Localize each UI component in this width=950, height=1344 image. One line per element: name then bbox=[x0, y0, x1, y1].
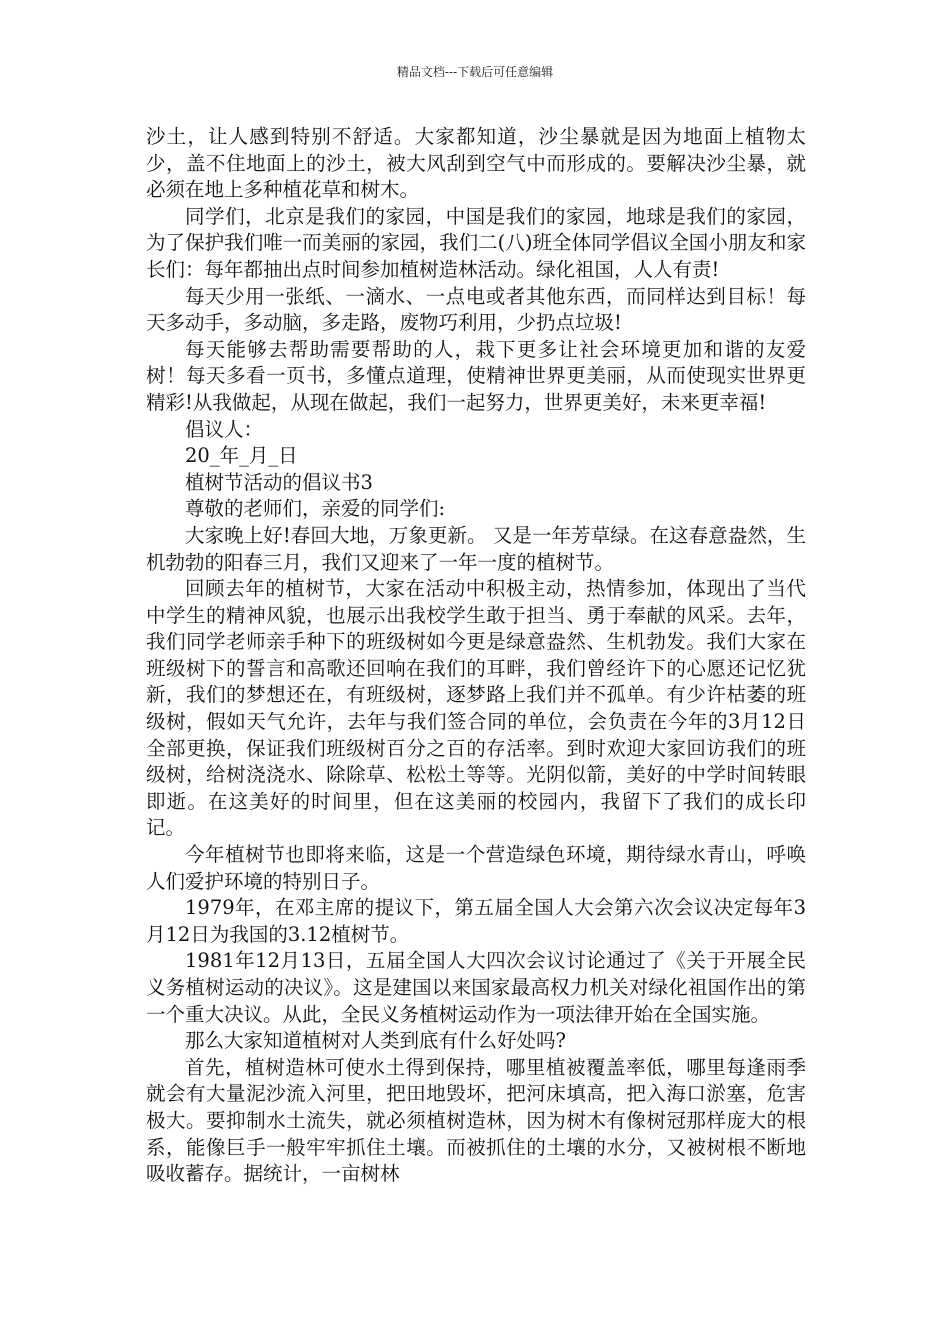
paragraph: 大家晚上好!春回大地，万象更新。 又是一年芳草绿。在这春意盎然，生机勃勃的阳春三月，我们又迎来了一年一度的植树节。 bbox=[146, 523, 806, 574]
paragraph: 那么大家知道植树对人类到底有什么好处吗? bbox=[185, 1029, 566, 1053]
paragraph: 今年植树节也即将来临，这是一个营造绿色环境，期待绿水青山，呼唤人们爱护环境的特别日子。 bbox=[146, 843, 806, 893]
paragraph: 每天能够去帮助需要帮助的人，栽下更多让社会环境更加和谐的友爱树！每天多看一页书，多懂点道理，使精神世界更美丽，从而使现实世界更精彩!从我做起，从现在做起，我们一起努力，世界更美好，未来更幸福! bbox=[146, 337, 806, 414]
paragraph: 首先，植树造林可使水土得到保持，哪里植被覆盖率低，哪里每逢雨季就会有大量泥沙流入河里，把田地毁坏，把河床填高，把入海口淤塞，危害极大。要抑制水土流失，就必须植树造林，因为树木有像树冠那样庞大的根系，能像巨手一般牢牢抓住土壤。而被抓住的土壤的水分，又被树根不断地吸收蓄存。据统计，一亩树林 bbox=[146, 1055, 806, 1186]
paragraph: 同学们，北京是我们的家园，中国是我们的家园，地球是我们的家园，为了保护我们唯一而美丽的家园，我们二(八)班全体同学倡议全国小朋友和家长们：每年都抽出点时间参加植树造林活动。绿化祖国，人人有责! bbox=[146, 204, 806, 281]
paragraph: 沙土，让人感到特别不舒适。大家都知道，沙尘暴就是因为地面上植物太少，盖不住地面上的沙土，被大风刮到空气中而形成的。要解决沙尘暴，就必须在地上多种植花草和树木。 bbox=[146, 125, 806, 202]
paragraph: 1981年12月13日，五届全国人大四次会议讨论通过了《关于开展全民义务植树运动的决议》。这是建国以来国家最高权力机关对绿化祖国作出的第一个重大决议。从此，全民义务植树运动作为一项法律开始在全国实施。 bbox=[146, 949, 806, 1026]
paragraph: 1979年，在邓主席的提议下，第五届全国人大会第六次会议决定每年3月12日为我国的3.12植树节。 bbox=[146, 896, 806, 946]
paragraph: 每天少用一张纸、一滴水、一点电或者其他东西，而同样达到目标！每天多动手，多动脑，多走路，废物巧利用，少扔点垃圾! bbox=[146, 284, 806, 335]
paragraph: 回顾去年的植树节，大家在活动中积极主动，热情参加，体现出了当代中学生的精神风貌，也展示出我校学生敢于担当、勇于奉献的风采。去年，我们同学老师亲手种下的班级树如今更是绿意盎然、生机勃发。我们大家在班级树下的誓言和高歌还回响在我们的耳畔，我们曾经许下的心愿还记忆犹新，我们的梦想还在，有班级树，逐梦路上我们并不孤单。有少许枯萎的班级树，假如天气允许，去年与我们签合同的单位，会负责在今年的3月12日全部更换，保证我们班级树百分之百的存活率。到时欢迎大家回访我们的班级树，给树浇浇水、除除草、松松土等等。光阴似箭，美好的中学时间转眼即逝。在这美好的时间里，但在这美丽的校园内，我留下了我们的成长印记。 bbox=[146, 577, 806, 840]
salutation: 尊敬的老师们，亲爱的同学们: bbox=[185, 497, 446, 521]
section-title: 植树节活动的倡议书3 bbox=[185, 470, 373, 494]
date-line: 20_年_月_日 bbox=[185, 444, 298, 468]
page-header: 精品文档---下载后可任意编辑 bbox=[396, 65, 554, 79]
signature-label: 倡议人： bbox=[185, 417, 264, 441]
document-body bbox=[146, 124, 806, 1188]
